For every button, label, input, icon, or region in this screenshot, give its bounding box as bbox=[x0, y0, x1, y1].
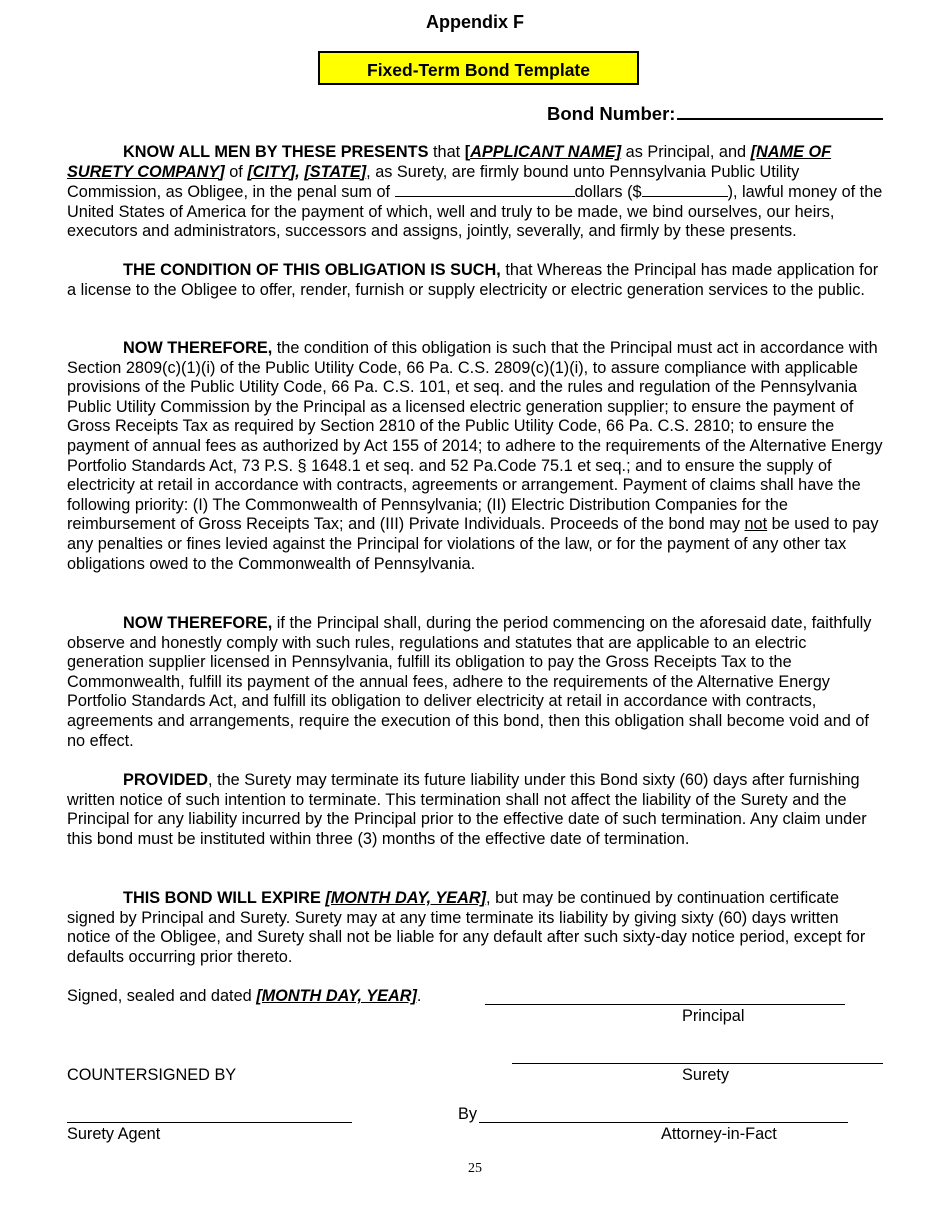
p1-text: dollars ($ bbox=[574, 183, 642, 202]
p1-comma: , bbox=[295, 162, 300, 181]
p1-text: , as Surety, are firmly bound unto Pennsylvania Public Utility Commission, as Obligee, in the penal sum of bbox=[67, 162, 800, 202]
paragraph-condition bbox=[67, 261, 883, 300]
bond-number-field bbox=[547, 100, 883, 125]
signed-dated-line bbox=[67, 987, 421, 1006]
p2-lead: THE CONDITION OF THIS OBLIGATION IS SUCH, bbox=[123, 261, 501, 279]
p1-bracket: [ bbox=[464, 143, 471, 161]
countersigned-label: COUNTERSIGNED BY bbox=[67, 1066, 237, 1084]
p1-text: that bbox=[428, 143, 465, 161]
attorney-in-fact-label: Attorney-in-Fact bbox=[661, 1125, 777, 1143]
attorney-signature-line bbox=[479, 1122, 848, 1123]
p4-lead: NOW THEREFORE, bbox=[123, 614, 273, 632]
by-label: By bbox=[458, 1105, 478, 1123]
expire-date-placeholder: [MONTH DAY, YEAR] bbox=[325, 889, 487, 907]
surety-agent-signature-line bbox=[67, 1122, 352, 1123]
signed-period: . bbox=[416, 987, 422, 1005]
surety-agent-label: Surety Agent bbox=[67, 1125, 161, 1143]
paragraph-provided bbox=[67, 771, 883, 849]
p1-text: of bbox=[224, 162, 248, 181]
surety-signature-line bbox=[512, 1063, 883, 1064]
p2-text: that Whereas the Principal has made application for a license to the Obligee to offer, render, furnish or supply electricity or electric generation services to the public. bbox=[67, 261, 879, 299]
p3-text: be used to pay any penalties or fines levied against the Principal for violations of the law, or for the payment of any other tax obligations owed to the Commonwealth of Pennsylvania. bbox=[67, 515, 879, 573]
penal-sum-words-blank bbox=[395, 182, 575, 197]
signed-text: Signed, sealed and dated bbox=[67, 987, 257, 1005]
surety-label: Surety bbox=[682, 1066, 730, 1084]
p1-text: ), lawful money of the United States of America for the payment of which, well and truly to be made, we bind ourselves, our heirs, executors and administrators, successors and assigns, jointly, severally, and firmly by these presents. bbox=[67, 183, 883, 241]
state-placeholder: [STATE] bbox=[304, 162, 367, 181]
bond-number-blank bbox=[677, 100, 883, 120]
applicant-name-placeholder: APPLICANT NAME] bbox=[470, 143, 622, 161]
signed-date-placeholder: [MONTH DAY, YEAR] bbox=[256, 987, 417, 1005]
bond-number-label: Bond Number: bbox=[547, 103, 676, 124]
p1-lead: KNOW ALL MEN BY THESE PRESENTS bbox=[123, 143, 429, 161]
city-placeholder: [CITY] bbox=[247, 162, 296, 181]
paragraph-now-therefore-2 bbox=[67, 614, 883, 751]
p3-not: not bbox=[744, 515, 768, 534]
appendix-heading: Appendix F bbox=[426, 12, 524, 32]
principal-label: Principal bbox=[682, 1007, 745, 1025]
penal-sum-amount-blank bbox=[642, 182, 728, 197]
template-title-box: Fixed-Term Bond Template bbox=[318, 51, 639, 85]
surety-company-placeholder: [NAME OF SURETY COMPANY] bbox=[67, 143, 832, 181]
paragraph-now-therefore-1 bbox=[67, 339, 883, 574]
p5-text: , the Surety may terminate its future liability under this Bond sixty (60) days after furnishing written notice of such intention to terminate. This termination shall not affect the liability of the Surety and the Principal for any liability incurred by the Principal prior to the effective date of such termination. Any claim under this bond must be instituted within three (3) months of the effective date of termination. bbox=[67, 771, 867, 848]
p4-text: if the Principal shall, during the period commencing on the aforesaid date, faithfully observe and honestly comply with such rules, regulations and statutes that are applicable to an electric generation supplier licensed in Pennsylvania, fulfill its obligation to pay the Gross Receipts Tax to the Commonwealth, fulfill its payment of the annual fees, adhere to the requirements of the Alternative Energy Portfolio Standards Act, and fulfill its obligation to deliver electricity at retail in accordance with contracts, agreements and arrangements, require the execution of this bond, then this obligation shall become void and of no effect. bbox=[67, 614, 872, 750]
p5-lead: PROVIDED bbox=[123, 771, 209, 789]
paragraph-expire bbox=[67, 889, 883, 967]
p3-lead: NOW THEREFORE, bbox=[123, 339, 273, 357]
principal-signature-line bbox=[485, 1004, 845, 1005]
p6-lead: THIS BOND WILL EXPIRE bbox=[123, 889, 326, 907]
page-number: 25 bbox=[468, 1161, 482, 1176]
p1-text: as Principal, and bbox=[621, 143, 751, 161]
paragraph-know-all-men bbox=[67, 143, 883, 242]
p6-text: , but may be continued by continuation certificate signed by Principal and Surety. Surety may at any time terminate its liability by giving sixty (60) days written notice of the Obligee, and Surety shall not be liable for any default after such sixty-day notice period, except for defaults occurring prior thereto. bbox=[67, 889, 866, 966]
p3-text: the condition of this obligation is such that the Principal must act in accordance with Section 2809(c)(1)(i) of the Public Utility Code, 66 Pa. C.S. 2809(c)(1)(i), to assure compliance with applicable provisions of the Public Utility Code, 66 Pa. C.S. 101, et seq. and the rules and regulation of the Pennsylvania Public Utility Commission by the Principal as a licensed electric generation supplier; to ensure the payment of Gross Receipts Tax as required by Section 2810 of the Public Utility Code, 66 Pa. C.S. 2810; to ensure the payment of annual fees as authorized by Act 155 of 2014; to adhere to the requirements of the Alternative Energy Portfolio Standards Act, 73 P.S. § 1648.1 et seq. and 52 Pa.Code 75.1 et seq.; and to ensure the supply of electricity at retail in accordance with contracts, agreements or arrangement. Payment of claims shall have the following priority: (I) The Commonwealth of Pennsylvania; (II) Electric Distribution Companies for the reimbursement of Gross Receipts Tax; and (III) Private Individuals. Proceeds of the bond may bbox=[67, 339, 883, 534]
